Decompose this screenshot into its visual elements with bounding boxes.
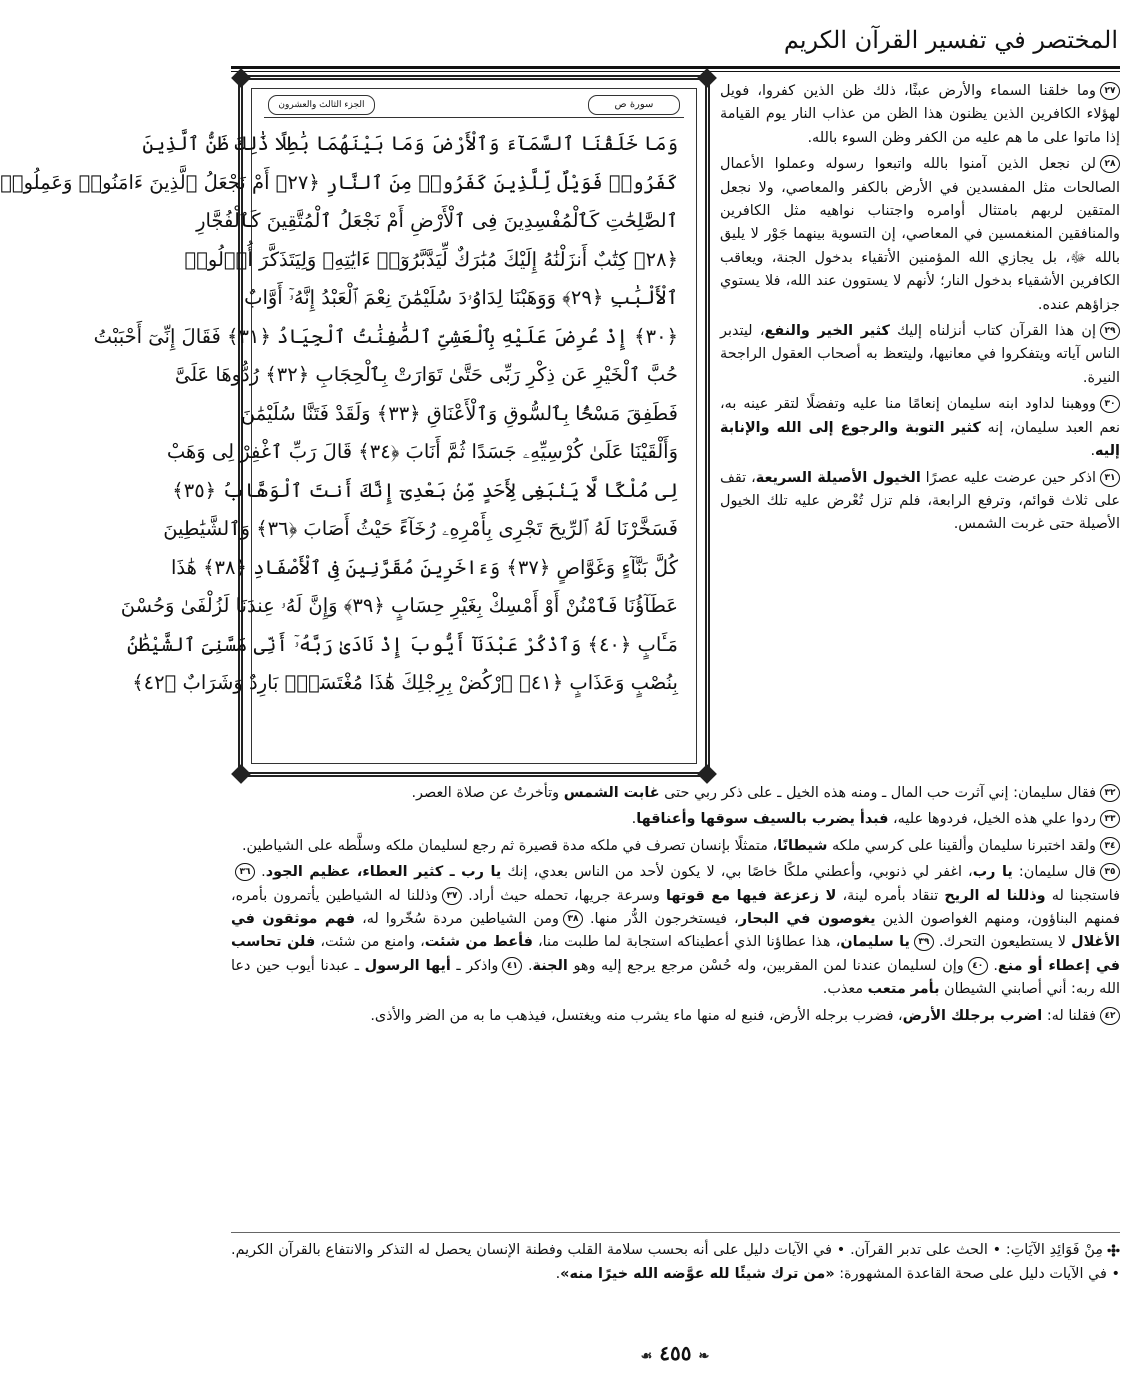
tafsir-text: . [261, 864, 266, 881]
quran-line: ﴿٢٨﴾ كِتَٰبٌ أَنزَلْنَٰهُ إِلَيْكَ مُبَٰرَكٌ لِّيَدَّبَّرُوٓا۟ ءَايَٰتِهِۦ وَلِيَتَذَكَّرَ أُو۟لُوا۟ [184, 247, 678, 271]
tafsir-paragraph [720, 153, 1120, 317]
verse-number-badge: ٢٧ [1100, 82, 1120, 100]
tafsir-bold: يا رب ـ كثير العطاء، عظيم الجود [265, 864, 502, 881]
tafsir-paragraph [231, 808, 1120, 831]
quran-frame [0, 75, 710, 777]
book-title: المختصر في تفسير القرآن الكريم [783, 26, 1118, 54]
quran-line: ٱلْأَلْبَٰبِ ﴿٢٩﴾ وَوَهَبْنَا لِدَاوُۥدَ سُلَيْمَٰنَ نِعْمَ ٱلْعَبْدُ إِنَّهُۥٓ أَوَّابٌ [244, 286, 678, 309]
tafsir-paragraph [231, 1005, 1120, 1028]
page-number: ٤٥٥ [659, 1341, 692, 1365]
tafsir-text: ، ليتدبر الناس آياته ويتفكروا في معانيها، وليتعظ به أصحاب العقول الراجحة النيرة. [720, 323, 1120, 386]
verse-number-badge: ٣٦ [235, 863, 255, 881]
tafsir-text: . [527, 957, 533, 974]
tafsir-text: . [1090, 443, 1096, 460]
header-rule-thin [231, 71, 1120, 72]
tafsir-bold: الخيول الأصيلة السريعة [755, 469, 921, 486]
tafsir-text: لن نجعل الذين آمنوا بالله واتبعوا رسوله وعملوا الأعمال الصالحات مثل المفسدين في الأرض بالكفر والمعاصي، ولا نجعل المتقين لربهم بامتثال أوامره واجتناب نواهيه مثل الكافرين والمنافقين المنغمسين في المعاصي، إن التسوية بينهما جَوْر لا يليق بالله ﷻ، بل يجازي الله المؤمنين الأتقياء بدخول الجنة، ويعاقب الكافرين الأشقياء بدخول النار؛ لأنهم لا يستوون عند الله، فلا يستوي جزاؤهم عنده. [720, 156, 1120, 313]
verse-number-badge: ٣٧ [442, 887, 462, 905]
tafsir-bold: فهم موثقون في الأغلال [231, 911, 1120, 951]
tafsir-bold: غابت الشمس [563, 785, 660, 801]
tafsir-paragraph [231, 861, 1120, 1001]
verse-benefits [231, 1238, 1120, 1286]
benefit-item: . [555, 1266, 561, 1282]
tafsir-text: ، فيستخرجون الدُّر منها. [589, 911, 739, 928]
benefit-quote: «من ترك شيئًا لله عوَّضه الله خيرًا منه» [560, 1266, 835, 1282]
verse-number-badge: ٣٥ [1100, 863, 1120, 881]
tafsir-bold: اضرب برجلك الأرض [902, 1007, 1043, 1024]
verse-number-badge: ٤١ [502, 957, 522, 975]
tafsir-text: ـ عبدنا أيوب حين دعا الله ربه: أني أصابني الشيطان [231, 957, 1120, 998]
tafsir-text: ، وامنع من شئت، [315, 934, 425, 951]
quran-line: فَسَخَّرْنَا لَهُ ٱلرِّيحَ تَجْرِى بِأَمْرِهِۦ رُخَآءً حَيْثُ أَصَابَ ﴿٣٦﴾ وَٱلشَّيَٰطِينَ [163, 517, 678, 540]
verse-number-badge: ٣٩ [914, 933, 934, 951]
tafsir-text: ولقد اختبرنا سليمان وألقينا على كرسي ملكه [827, 837, 1096, 854]
quran-line: وَمَا خَلَقْنَا ٱلسَّمَآءَ وَٱلْأَرْضَ وَمَا بَيْنَهُمَا بَٰطِلًا ذَٰلِكَ ظَنُّ ٱلَّذِينَ [142, 132, 678, 155]
verse-number-badge: ٣١ [1100, 469, 1120, 487]
tafsir-text: ، فضرب برجله الأرض، فنبع له منها ماء يشرب منه ويغتسل، فيذهب ما به من الضر والأذى. [370, 1007, 903, 1024]
tafsir-bold: شيطانًا [777, 837, 828, 854]
quran-line: كُلَّ بَنَّآءٍ وَغَوَّاصٍ ﴿٣٧﴾ وَءَاخَرِينَ مُقَرَّنِينَ فِى ٱلْأَصْفَادِ ﴿٣٨﴾ هَٰذَا [170, 555, 678, 579]
quran-line: عَطَآؤُنَا فَٱمْنُنْ أَوْ أَمْسِكْ بِغَيْرِ حِسَابٍ ﴿٣٩﴾ وَإِنَّ لَهُۥ عِندَنَا لَزُلْفَىٰ وَحُسْنَ [120, 594, 678, 617]
tafsir-bold: وذللنا له الريح [944, 887, 1046, 904]
tafsir-text: ومن الشياطين مردة سُخّروا له، [355, 911, 559, 928]
quran-line: ٱلصَّٰلِحَٰتِ كَٱلْمُفْسِدِينَ فِى ٱلْأَرْضِ أَمْ نَجْعَلُ ٱلْمُتَّقِينَ كَٱلْفُجَّارِ [196, 209, 678, 232]
benefit-item: • الحث على تدبر القرآن. [850, 1242, 1002, 1258]
quran-frame-inner [0, 88, 697, 764]
benefits-divider [231, 1232, 1120, 1233]
tafsir-side-column [720, 80, 1120, 540]
tafsir-bold: يا رب [972, 864, 1013, 881]
verse-number-badge: ٣٠ [1100, 395, 1120, 413]
page-number-footer [575, 1338, 775, 1368]
benefit-item: • في الآيات دليل على صحة القاعدة المشهورة: [834, 1266, 1120, 1282]
tafsir-full-column [231, 782, 1120, 1031]
tafsir-text: اذكر حين عرضت عليه عصرًا [920, 469, 1097, 486]
tafsir-text: . [993, 957, 998, 974]
tafsir-bold: فلن تحاسب في إعطاء أو منع [231, 934, 1120, 974]
tafsir-bold: فبدأ يضرب بالسيف سوقها وأعناقها [636, 811, 889, 828]
tafsir-bold: الجنة [532, 957, 568, 974]
header-rule [231, 66, 1120, 69]
tafsir-text: إن هذا القرآن كتاب أنزلناه إليك [889, 323, 1096, 340]
verse-number-badge: ٣٤ [1100, 837, 1120, 855]
tafsir-text: ردوا علي هذه الخيل، فردوها عليه، [888, 811, 1096, 828]
tafsir-text: وما خلقنا السماء والأرض عبثًا، ذلك ظن الذين كفروا، فويل لهؤلاء الكافرين الذين يظنون هذا الظن من عذاب النار يوم القيامة إذا ماتوا على ما هم عليه من الكفر وظن السوء بالله. [720, 83, 1120, 146]
tafsir-paragraph [720, 467, 1120, 537]
tafsir-text: قال سليمان: [1012, 864, 1097, 881]
tafsir-text: وذللنا له الشياطين يأتمرون بأمره، فمنهم البناؤون، ومنهم الغواصون الذين [231, 887, 1121, 928]
tafsir-text: واذكر ـ [450, 957, 499, 974]
tafsir-bold: لا زعزعة فيها مع قوتها [666, 887, 837, 904]
tafsir-text: ووهبنا لداود ابنه سليمان إنعامًا منا عليه وتفضلًا لتقر عينه به، نعم العبد سليمان، إنه [720, 396, 1120, 436]
tafsir-text: فقلنا له: [1042, 1007, 1096, 1024]
tafsir-bold: بأمر متعب [867, 981, 940, 998]
tafsir-paragraph [231, 835, 1120, 858]
quran-line: فَطَفِقَ مَسْحًۢا بِٱلسُّوقِ وَٱلْأَعْنَاقِ ﴿٣٣﴾ وَلَقَدْ فَتَنَّا سُلَيْمَٰنَ [240, 401, 678, 425]
tafsir-text: فقال سليمان: إني آثرت حب المال ـ ومنه هذه الخيل ـ على ذكر ربي حتى [659, 785, 1096, 801]
frame-corner-ornament [231, 764, 251, 784]
frame-header [264, 93, 684, 118]
tafsir-paragraph [720, 393, 1120, 463]
surah-label: سورة ص [588, 95, 680, 115]
verse-number-badge: ٢٩ [1100, 322, 1120, 340]
juz-label: الجزء الثالث والعشرون [268, 95, 375, 115]
benefit-item: • في الآيات دليل على أنه بحسب سلامة القلب وفطنة الإنسان يحصل له التذكر والانتفاع بالقرآن الكريم. [231, 1242, 846, 1258]
tafsir-text: ، اغفر لي ذنوبي، وأعطني ملكًا خاصًا بي، لا يكون لأحد من الناس بعدي، إنك [501, 864, 973, 881]
tafsir-bold: كثير الخير والنفع [764, 323, 890, 340]
quran-line: وَأَلْقَيْنَا عَلَىٰ كُرْسِيِّهِۦ جَسَدًا ثُمَّ أَنَابَ ﴿٣٤﴾ قَالَ رَبِّ ٱغْفِرْ لِى وَهَبْ [166, 440, 678, 463]
tafsir-text: ، هذا عطاؤنا الذي أعطيناكه استجابة لما طلبت منا، [532, 934, 841, 951]
verse-number-badge: ٣٢ [1100, 784, 1120, 802]
tafsir-text: وتأخرتُ عن صلاة العصر. [411, 785, 564, 801]
ornament-icon: ❧ [698, 1349, 710, 1364]
quran-line: ﴿٣٠﴾ إِذْ عُرِضَ عَلَيْهِ بِٱلْعَشِىِّ ٱلصَّٰفِنَٰتُ ٱلْجِيَادُ ﴿٣١﴾ فَقَالَ إِنِّىٓ أَحْبَبْتُ [93, 324, 678, 348]
tafsir-paragraph [720, 80, 1120, 150]
verse-number-badge: ٣٨ [563, 910, 583, 928]
quran-line: مَـَٔابٍ ﴿٤٠﴾ وَٱذْكُرْ عَبْدَنَآ أَيُّوبَ إِذْ نَادَىٰ رَبَّهُۥٓ أَنِّى مَسَّنِىَ ٱلشَّيْطَٰنُ [126, 632, 678, 656]
verse-number-badge: ٤٢ [1100, 1007, 1120, 1025]
tafsir-bold: فأعط من شئت [424, 934, 533, 951]
verse-number-badge: ٢٨ [1100, 155, 1120, 173]
tafsir-bold: يغوصون في البحار [738, 911, 876, 928]
tafsir-text: فاستجبنا له [1045, 887, 1120, 904]
tafsir-bold: يا سليمان [840, 934, 910, 951]
verse-number-badge: ٣٣ [1100, 810, 1120, 828]
tafsir-paragraph [231, 782, 1120, 805]
quran-line: بِنُصْبٍ وَعَذَابٍ ﴿٤١﴾ ٱرْكُضْ بِرِجْلِكَ هَٰذَا مُغْتَسَلٌۢ بَارِدٌ وَشَرَابٌ ﴿٤٢﴾ [132, 671, 678, 694]
tafsir-bold: أيها الرسول [364, 957, 451, 974]
frame-corner-ornament [697, 764, 717, 784]
tafsir-text: وإن لسليمان عندنا لمن المقربين، وله حُسْن مرجع يرجع إليه وهو [567, 957, 964, 974]
tafsir-text: وسرعة جريها، تحمله حيث أراد. [468, 887, 667, 904]
ornament-icon: ☙ [640, 1349, 653, 1364]
benefits-heading: مِنْ فَوَائِدِ الآيَاتِ: [1005, 1242, 1103, 1258]
tafsir-text: ، متمثلًا بإنسان تصرف في ملكه مدة قصيرة ثم رجع لسليمان ملكه وسلَّطه على الشياطين. [241, 837, 778, 854]
tafsir-bold: كثير التوبة والرجوع إلى الله والإنابة إليه [720, 419, 1120, 460]
tafsir-text: . [631, 811, 637, 828]
tafsir-paragraph [720, 320, 1120, 390]
verse-number-badge: ٤٠ [968, 957, 988, 975]
tafsir-text: معذب. [822, 981, 868, 998]
flower-icon [1107, 1244, 1120, 1257]
tafsir-text: تنقاد بأمره لينة، [836, 887, 945, 904]
quran-text [0, 125, 678, 749]
tafsir-text: ، تقف على ثلاث قوائم، وترفع الرابعة، فلم تزل تُعْرض عليه تلك الخيول الأصيلة حتى غربت الشمس. [720, 469, 1120, 533]
quran-line: حُبَّ ٱلْخَيْرِ عَن ذِكْرِ رَبِّى حَتَّىٰ تَوَارَتْ بِٱلْحِجَابِ ﴿٣٢﴾ رُدُّوهَا عَلَىَّ [174, 363, 678, 386]
tafsir-text: لا يستطيعون التحرك. [938, 934, 1072, 951]
quran-line: كَفَرُوا۟ فَوَيْلٌ لِّلَّذِينَ كَفَرُوا۟ مِنَ ٱلنَّارِ ﴿٢٧﴾ أَمْ نَجْعَلُ ٱلَّذِينَ ءَامَنُوا۟ وَعَمِلُوا۟ [0, 170, 678, 194]
quran-line: لِى مُلْكًا لَّا يَنۢبَغِى لِأَحَدٍ مِّنۢ بَعْدِىٓ إِنَّكَ أَنتَ ٱلْوَهَّابُ ﴿٣٥﴾ [172, 478, 678, 502]
